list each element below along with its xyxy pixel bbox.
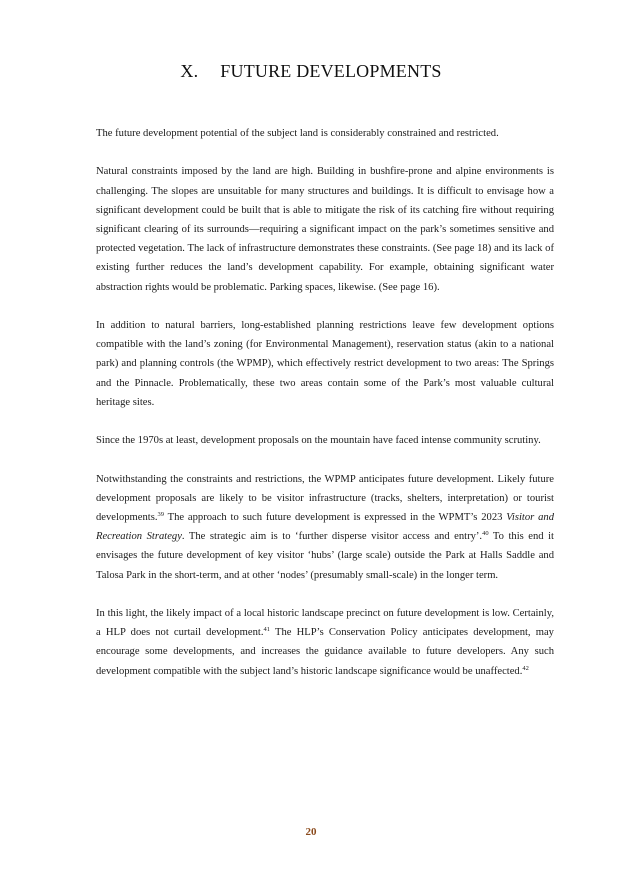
strategy-title: Visitor and Recreation Strategy (96, 512, 554, 543)
paragraph-5-text-3: . The strategic aim is to ‘further disperse visitor access and entry’. (181, 531, 483, 543)
paragraph-4: Since the 1970s at least, development proposals on the mountain have faced intense community scrutiny. (96, 435, 541, 447)
paragraph-1: The future development potential of the subject land is considerably constrained and restricted. (96, 128, 499, 139)
section-heading (0, 61, 622, 82)
footnote-ref-39: 39 (157, 511, 164, 518)
section-number: X. (180, 61, 199, 81)
footnote-ref-42: 42 (522, 664, 529, 672)
paragraph-5-text-1: Notwithstanding the constraints and restrictions, the WPMP anticipates future development. Likely future development proposals are likely to be visitor infrastructure (tracks, shelters, interpretation) or tourist developments. (96, 473, 554, 523)
paragraph-6-text-1: In this light, the likely impact of a local historic landscape precinct on future development is low. Certainly, a HLP does not curtail development. (96, 608, 554, 639)
section-title: FUTURE DEVELOPMENTS (220, 61, 442, 81)
paragraph-5-text-4: To this end it envisages the future development of key visitor ‘hubs’ (large scale) outside the Park at Halls Saddle and Talosa Park in the short-term, and at other ‘nodes’ (presumably small-scale) in the longer term. (96, 531, 555, 581)
paragraph-6 (96, 604, 554, 681)
body-text (96, 124, 554, 681)
footnote-ref-41: 41 (263, 626, 271, 634)
paragraph-2: Natural constraints imposed by the land are high. Building in bushfire-prone and alpine environments is challenging. The slopes are unsuitable for many structures and buildings. It is difficult to envisage how a significant development could be built that is able to mitigate the risk of its catching fire without requiring significant clearing of its surrounds—requiring a significant impact on the park’s sometimes sensitive and protected vegetation. The lack of infrastructure demonstrates these constraints. (See page 18) and its lack of existing further reduces the land’s development capability. For example, obtaining significant water abstraction rights would be problematic. Parking spaces, likewise. (See page 16). (96, 166, 554, 293)
paragraph-5-text-2: The approach to such future development is expressed in the WPMT’s 2023 (164, 512, 507, 523)
paragraph-5 (96, 470, 554, 585)
paragraph-3: In addition to natural barriers, long-established planning restrictions leave few development options compatible with the land’s zoning (for Environmental Management), reservation status (akin to a national park) and planning controls (the WPMP), which effectively restrict development to two areas: The Springs and the Pinnacle. Problematically, these two areas contain some of the Park’s most valuable cultural heritage sites. (96, 320, 554, 408)
footnote-ref-40: 40 (482, 530, 489, 538)
paragraph-6-text-2: The HLP’s Conservation Policy anticipates development, may encourage some developments, and increases the guidance available to future developers. Any such development compatible with the subject land’s historic landscape significance would be unaffected. (96, 627, 554, 677)
page-number: 20 (305, 826, 317, 838)
